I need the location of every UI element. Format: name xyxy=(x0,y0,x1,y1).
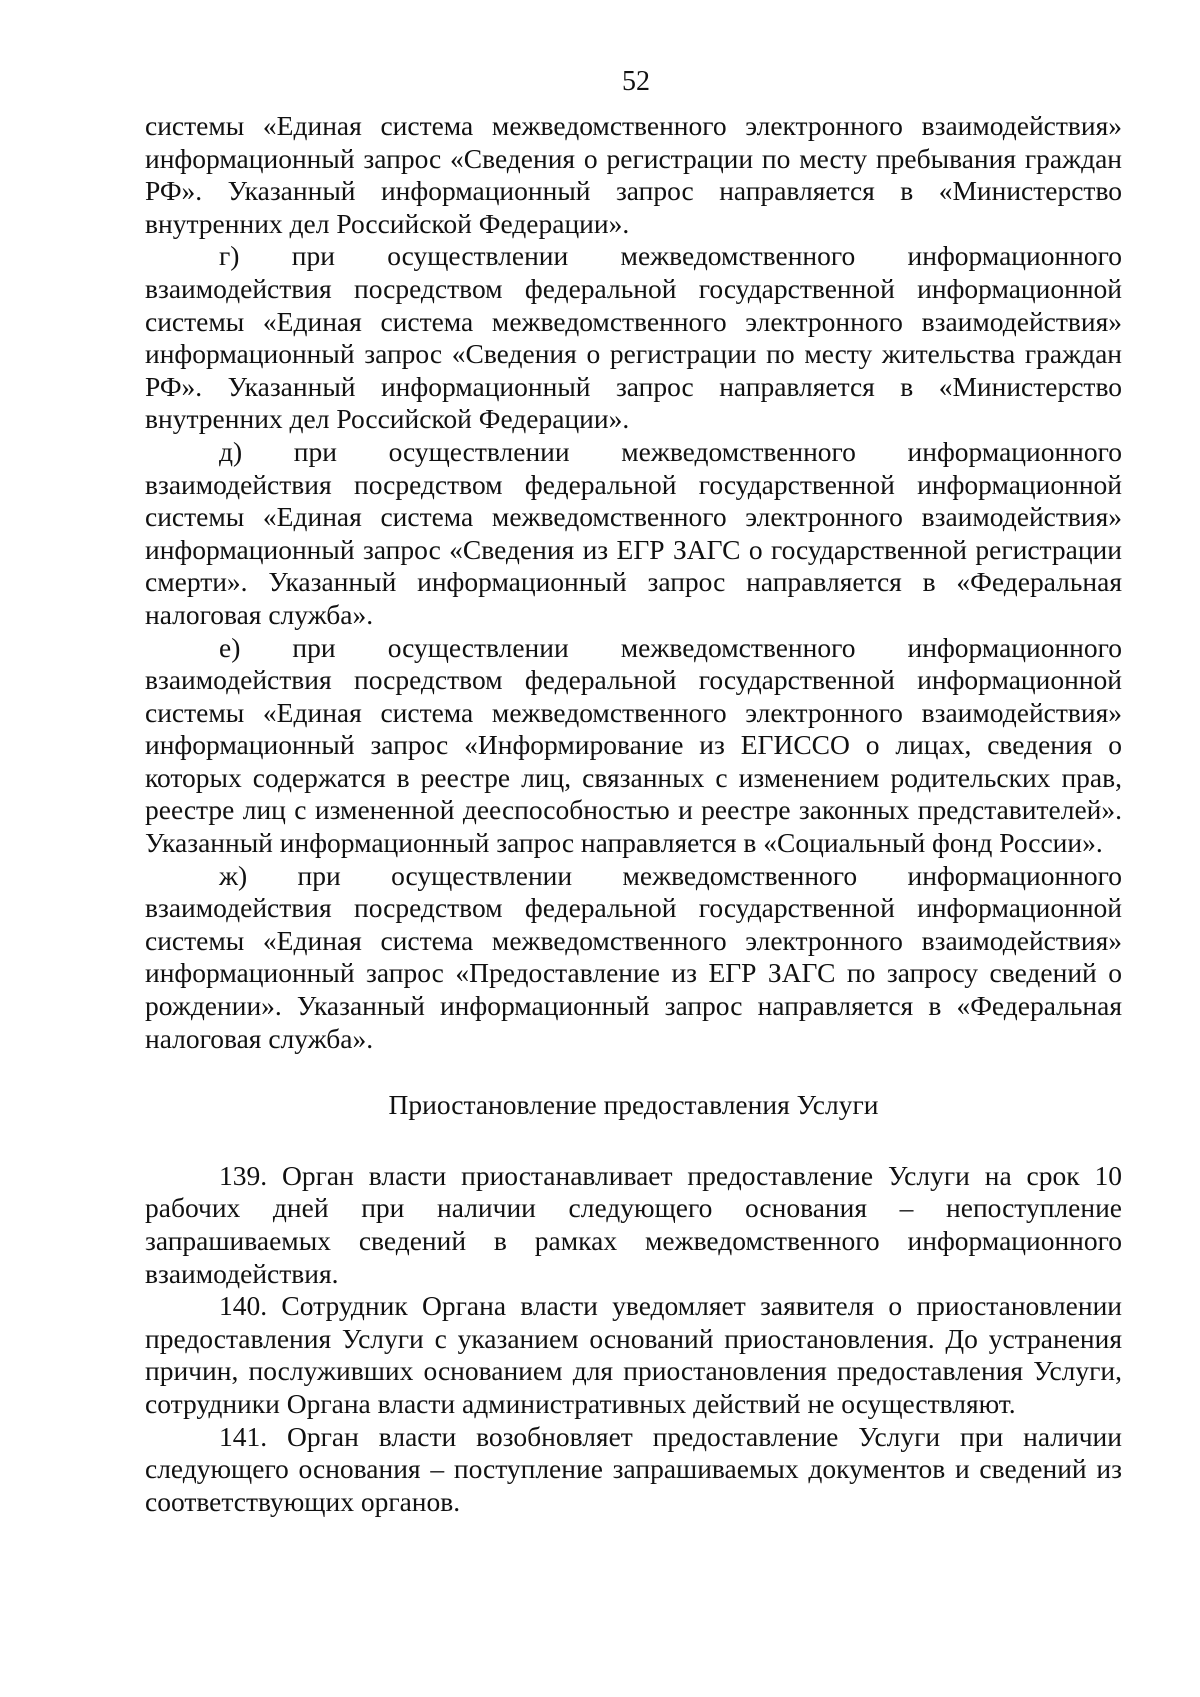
paragraph-141: 141. Орган власти возобновляет предоставление Услуги при наличии следующего основания – поступление запрашиваемых документов и сведений из соответствующих органов. xyxy=(145,1420,1122,1517)
paragraph-continuation: системы «Единая система межведомственного электронного взаимодействия» информационный запрос «Сведения о регистрации по месту пребывания граждан РФ». Указанный информационный запрос направляется в «Министерство внутренних дел Российской Федерации». xyxy=(145,110,1122,239)
paragraph-139: 139. Орган власти приостанавливает предоставление Услуги на срок 10 рабочих дней при наличии следующего основания – непоступление запрашиваемых сведений в рамках межведомственного информационного взаимодействия. xyxy=(145,1159,1122,1289)
paragraph-item-zh: ж) при осуществлении межведомственного информационного взаимодействия посредством федеральной государственной информационной системы «Единая система межведомственного электронного взаимодействия» информационный запрос «Предоставление из ЕГР ЗАГС по запросу сведений о рождении». Указанный информационный запрос направляется в «Федеральная налоговая служба». xyxy=(145,859,1122,1054)
paragraph-item-e: е) при осуществлении межведомственного информационного взаимодействия посредством федеральной государственной информационной системы «Единая система межведомственного электронного взаимодействия» информационный запрос «Информирование из ЕГИССО о лицах, сведения о которых содержатся в реестре лиц, связанных с изменением родительских прав, реестре лиц с измененной дееспособностью и реестре законных представителей». Указанный информационный запрос направляется в «Социальный фонд России». xyxy=(145,631,1122,859)
paragraph-140: 140. Сотрудник Органа власти уведомляет заявителя о приостановлении предоставления Услуги с указанием оснований приостановления. До устранения причин, послуживших основанием для приостановления предоставления Услуги, сотрудники Органа власти административных действий не осуществляют. xyxy=(145,1290,1122,1419)
paragraph-item-g: г) при осуществлении межведомственного информационного взаимодействия посредством федеральной государственной информационной системы «Единая система межведомственного электронного взаимодействия» информационный запрос «Сведения о регистрации по месту жительства граждан РФ». Указанный информационный запрос направляется в «Министерство внутренних дел Российской Федерации». xyxy=(145,240,1122,435)
document-body xyxy=(145,110,1122,1518)
paragraph-item-d: д) при осуществлении межведомственного информационного взаимодействия посредством федеральной государственной информационной системы «Единая система межведомственного электронного взаимодействия» информационный запрос «Сведения из ЕГР ЗАГС о государственной регистрации смерти». Указанный информационный запрос направляется в «Федеральная налоговая служба». xyxy=(145,435,1122,630)
section-heading: Приостановление предоставления Услуги xyxy=(388,1089,879,1121)
page-number: 52 xyxy=(622,66,650,97)
